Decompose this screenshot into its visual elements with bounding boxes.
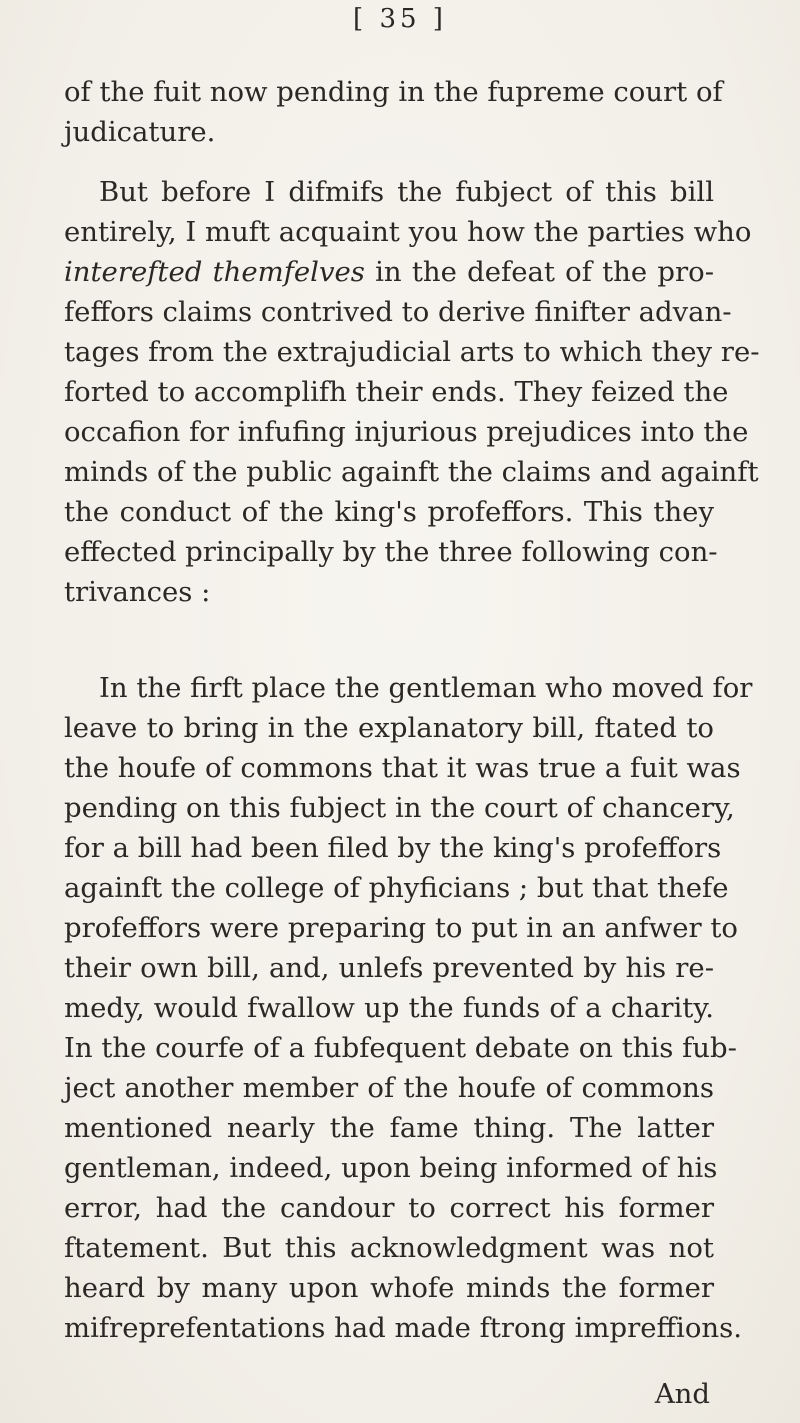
text-line: effected principally by the three following con- xyxy=(64,536,718,568)
text-line: pending on this fubject in the court of chancery, xyxy=(64,792,735,824)
text-line: for a bill had been filed by the king's profeffors xyxy=(64,832,722,864)
text-line-with-italic xyxy=(64,252,714,292)
text-line: mifreprefentations had made ftrong impreffions. xyxy=(64,1312,742,1344)
text-line: occafion for infufing injurious prejudices into the xyxy=(64,416,749,448)
text-line: ject another member of the houfe of commons xyxy=(64,1072,714,1104)
text-line: error, had the candour to correct his former xyxy=(64,1192,714,1224)
text-line: againft the college of phyficians ; but that thefe xyxy=(64,872,729,904)
catchword: And xyxy=(654,1378,710,1410)
paragraph-bill-discussion xyxy=(64,172,760,612)
italic-phrase: interefted themfelves xyxy=(64,256,365,288)
text-line: mentioned nearly the fame thing. The latter xyxy=(64,1112,714,1144)
text-line: ftatement. But this acknowledgment was not xyxy=(64,1232,714,1264)
text-line: trivances : xyxy=(64,576,211,608)
text-line: of the fuit now pending in the fupreme court of xyxy=(64,76,723,108)
text-line: leave to bring in the explanatory bill, ftated to xyxy=(64,712,714,744)
text-line: heard by many upon whofe minds the former xyxy=(64,1272,714,1304)
text-line: judicature. xyxy=(64,116,216,148)
text-fragment: in the defeat of the pro- xyxy=(364,256,715,288)
page-number-header: [ 35 ] xyxy=(353,4,447,34)
paragraph-continuation xyxy=(64,72,723,152)
text-line: tages from the extrajudicial arts to which they re- xyxy=(64,336,760,368)
text-line: profeffors were preparing to put in an anfwer to xyxy=(64,912,738,944)
text-line: But before I difmifs the fubject of this bill xyxy=(99,176,714,208)
text-line: gentleman, indeed, upon being informed of his xyxy=(64,1152,718,1184)
text-line: entirely, I muft acquaint you how the parties who xyxy=(64,216,752,248)
text-line: feffors claims contrived to derive finifter advan- xyxy=(64,296,732,328)
text-line: minds of the public againft the claims and againft xyxy=(64,456,759,488)
text-line: In the courfe of a fubfequent debate on this fub- xyxy=(64,1032,737,1064)
text-line: In the firft place the gentleman who moved for xyxy=(99,672,753,704)
text-line: the houfe of commons that it was true a fuit was xyxy=(64,752,741,784)
text-line: forted to accomplifh their ends. They feized the xyxy=(64,376,729,408)
text-line: medy, would fwallow up the funds of a charity. xyxy=(64,992,714,1024)
paragraph-first-contrivance xyxy=(64,668,753,1348)
text-line: the conduct of the king's profeffors. This they xyxy=(64,496,714,528)
text-line: their own bill, and, unlefs prevented by his re- xyxy=(64,952,714,984)
